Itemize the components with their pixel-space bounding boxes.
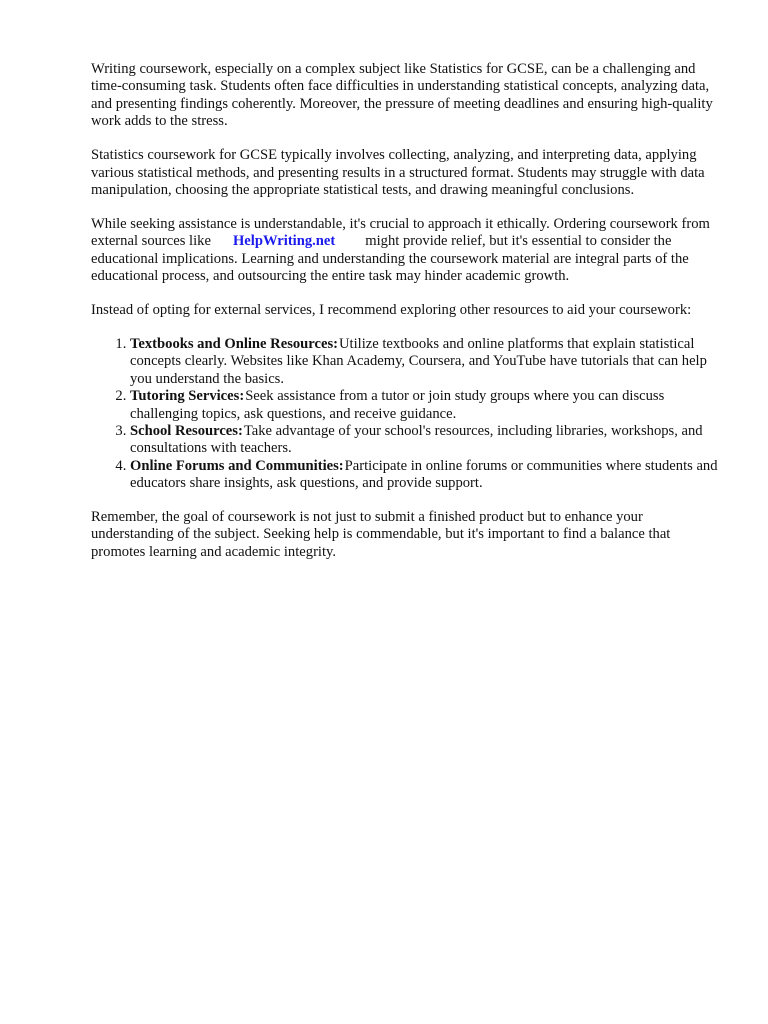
resources-intro-paragraph: Instead of opting for external services, I recommend exploring other resources to aid your coursework: [91,301,692,318]
list-item-text: Participate in online forums or communities where students and educators share insights, ask questions, and provide support. [130,457,718,492]
ethics-text-after-link: might provide relief, but it's essential to consider the educational implications. Learning and understanding the coursework material are integral parts of the educational process, and outsourcing the entire task may hinder academic growth. [91,233,689,285]
list-item-title: Textbooks and Online Resources: [130,335,338,352]
list-item-title: School Resources: [130,422,243,439]
list-item-text: Take advantage of your school's resources, including libraries, workshops, and consultations with teachers. [130,422,703,457]
ethics-text-before-link: While seeking assistance is understandable, it's crucial to approach it ethically. Ordering coursework from external sources like [91,215,710,250]
resources-list [91,336,721,493]
document-body [91,61,721,578]
list-item-school-resources [130,423,721,458]
intro-paragraph: Writing coursework, especially on a complex subject like Statistics for GCSE, can be a challenging and time-consuming task. Students often face difficulties in understanding statistical concepts, analyzing data, and presenting findings coherently. Moreover, the pressure of meeting deadlines and ensuring high-quality work adds to the stress. [91,61,713,130]
ethics-paragraph [91,216,721,286]
list-item-online-forums [130,458,721,493]
list-item-tutoring [130,388,721,423]
helpwriting-link[interactable]: HelpWriting.net [232,233,336,250]
list-item-text: Utilize textbooks and online platforms that explain statistical concepts clearly. Websites like Khan Academy, Coursera, and YouTube have tutorials that can help you understand the basics. [130,335,707,387]
list-item-title: Online Forums and Communities: [130,457,344,474]
coursework-description-paragraph: Statistics coursework for GCSE typically involves collecting, analyzing, and interpreting data, applying various statistical methods, and presenting results in a structured format. Students may struggle with data manipulation, choosing the appropriate statistical tests, and drawing meaningful conclusions. [91,147,705,198]
closing-paragraph: Remember, the goal of coursework is not just to submit a finished product but to enhance your understanding of the subject. Seeking help is commendable, but it's important to find a balance that promotes learning and academic integrity. [91,509,671,560]
list-item-textbooks [130,336,721,388]
list-item-text: Seek assistance from a tutor or join study groups where you can discuss challenging topics, ask questions, and receive guidance. [130,388,665,422]
list-item-title: Tutoring Services: [130,388,245,405]
